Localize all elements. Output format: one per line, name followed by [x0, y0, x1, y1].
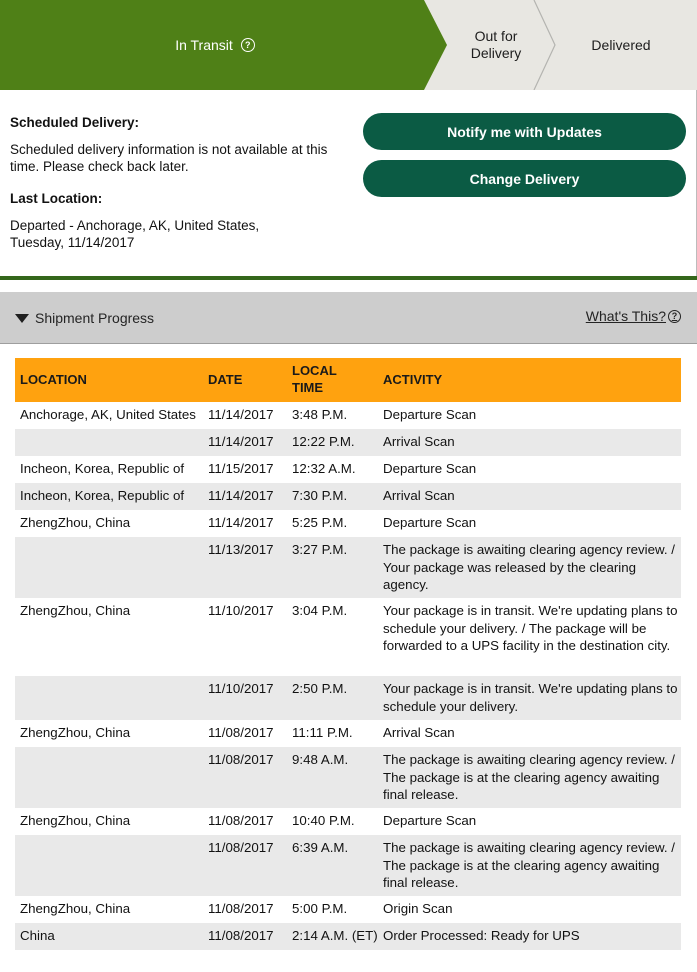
cell-time: 3:48 P.M. — [292, 407, 348, 422]
cell-time: 5:25 P.M. — [292, 515, 348, 530]
cell-date: 11/13/2017 — [208, 542, 274, 557]
cell-activity: Order Processed: Ready for UPS — [383, 928, 580, 943]
cell-time: 10:40 P.M. — [292, 813, 355, 828]
table-row — [15, 808, 681, 835]
cell-date: 11/08/2017 — [208, 752, 274, 767]
table-row — [15, 923, 681, 950]
whats-this-label: What's This? — [585, 308, 666, 324]
table-row — [15, 483, 681, 510]
cell-activity: Your package is in transit. We're updating plans to schedule your delivery. / The package will be forwarded to a UPS facility in the destination city. — [383, 603, 678, 653]
progress-tracker — [0, 0, 697, 90]
step-out-label-line2: Delivery — [470, 45, 522, 61]
step-in-transit — [0, 0, 430, 90]
table-row — [15, 429, 681, 456]
cell-date: 11/08/2017 — [208, 901, 274, 916]
cell-activity: Departure Scan — [383, 407, 477, 422]
last-location-line2: Tuesday, 11/14/2017 — [10, 235, 135, 250]
cell-time: 9:48 A.M. — [292, 752, 349, 767]
cell-time: 7:30 P.M. — [292, 488, 348, 503]
table-row — [15, 402, 681, 429]
header-time-line2: TIME — [292, 380, 324, 395]
table-row — [15, 676, 681, 720]
cell-date: 11/14/2017 — [208, 488, 274, 503]
cell-time: 12:32 A.M. — [292, 461, 356, 476]
cell-time: 2:14 A.M. (ET) — [292, 928, 378, 943]
cell-location: Anchorage, AK, United States — [20, 407, 196, 422]
cell-time: 6:39 A.M. — [292, 840, 349, 855]
step-out-for-delivery — [448, 0, 544, 90]
table-row — [15, 835, 681, 896]
step-out-label-line1: Out for — [474, 28, 518, 44]
cell-date: 11/14/2017 — [208, 515, 274, 530]
cell-time: 3:27 P.M. — [292, 542, 348, 557]
cell-date: 11/14/2017 — [208, 434, 274, 449]
cell-activity: Arrival Scan — [383, 434, 455, 449]
cell-location: ZhengZhou, China — [20, 515, 131, 530]
table-row — [15, 537, 681, 598]
last-location-line1: Departed - Anchorage, AK, United States, — [10, 218, 260, 233]
notify-updates-button[interactable]: Notify me with Updates — [363, 113, 686, 150]
delivery-summary — [0, 90, 697, 280]
cell-activity: Your package is in transit. We're updating plans to schedule your delivery. — [383, 681, 678, 714]
step-delivered-label: Delivered — [591, 37, 651, 53]
help-icon[interactable]: ? — [241, 38, 255, 52]
cell-activity: The package is awaiting clearing agency review. / The package is at the clearing agency awaiting final release. — [383, 840, 675, 890]
cell-date: 11/10/2017 — [208, 681, 274, 696]
cell-date: 11/08/2017 — [208, 840, 274, 855]
cell-date: 11/10/2017 — [208, 603, 274, 618]
header-activity: ACTIVITY — [383, 372, 443, 387]
scheduled-delivery-label: Scheduled Delivery: — [10, 115, 140, 130]
last-location-label: Last Location: — [10, 191, 103, 206]
help-icon: ? — [668, 310, 681, 323]
table-header — [15, 358, 681, 402]
cell-time: 3:04 P.M. — [292, 603, 348, 618]
table-row — [15, 598, 681, 676]
cell-activity: Departure Scan — [383, 515, 477, 530]
shipment-progress-table — [15, 358, 681, 950]
step-delivered — [555, 0, 687, 90]
cell-date: 11/08/2017 — [208, 725, 274, 740]
cell-activity: Arrival Scan — [383, 725, 455, 740]
summary-divider — [0, 276, 697, 280]
cell-time: 12:22 P.M. — [292, 434, 355, 449]
cell-activity: Departure Scan — [383, 461, 477, 476]
step-in-transit-label: In Transit — [175, 37, 233, 53]
cell-time: 5:00 P.M. — [292, 901, 348, 916]
cell-activity: The package is awaiting clearing agency review. / The package is at the clearing agency awaiting final release. — [383, 752, 675, 802]
shipment-progress-bar — [0, 292, 697, 344]
change-delivery-button[interactable]: Change Delivery — [363, 160, 686, 197]
table-row — [15, 747, 681, 808]
header-date: DATE — [208, 372, 243, 387]
whats-this-link[interactable] — [586, 308, 681, 324]
cell-activity: The package is awaiting clearing agency review. / Your package was released by the clearing agency. — [383, 542, 675, 592]
cell-location: ZhengZhou, China — [20, 901, 131, 916]
table-row — [15, 896, 681, 923]
table-row — [15, 720, 681, 747]
caret-down-icon — [15, 314, 29, 323]
cell-date: 11/08/2017 — [208, 813, 274, 828]
cell-activity: Origin Scan — [383, 901, 453, 916]
cell-activity: Arrival Scan — [383, 488, 455, 503]
table-row — [15, 456, 681, 483]
header-location: LOCATION — [20, 372, 87, 387]
cell-date: 11/15/2017 — [208, 461, 274, 476]
cell-location: China — [20, 928, 55, 943]
cell-time: 2:50 P.M. — [292, 681, 348, 696]
cell-location: ZhengZhou, China — [20, 725, 131, 740]
scheduled-delivery-text: Scheduled delivery information is not available at this time. Please check back later. — [10, 142, 328, 174]
header-time-line1: LOCAL — [292, 363, 337, 378]
shipment-progress-title: Shipment Progress — [35, 310, 155, 326]
cell-location: ZhengZhou, China — [20, 603, 131, 618]
table-row — [15, 510, 681, 537]
cell-location: Incheon, Korea, Republic of — [20, 488, 185, 503]
cell-date: 11/08/2017 — [208, 928, 274, 943]
cell-date: 11/14/2017 — [208, 407, 274, 422]
cell-time: 11:11 P.M. — [292, 725, 353, 740]
cell-activity: Departure Scan — [383, 813, 477, 828]
cell-location: ZhengZhou, China — [20, 813, 131, 828]
cell-location: Incheon, Korea, Republic of — [20, 461, 185, 476]
shipment-progress-toggle[interactable] — [15, 310, 154, 326]
